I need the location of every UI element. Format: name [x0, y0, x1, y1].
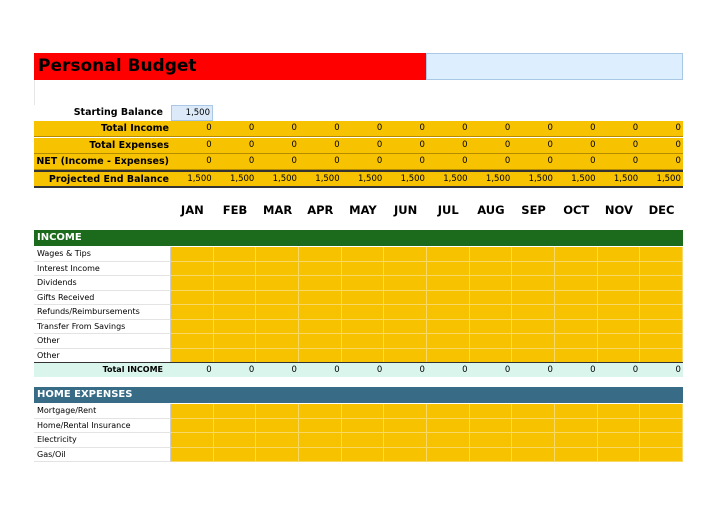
income-cells	[171, 247, 683, 262]
income-cells	[171, 291, 683, 306]
month-header: JAN	[180, 203, 204, 217]
income-item-label: Dividends	[34, 276, 171, 291]
home-expense-input-cell[interactable]	[171, 433, 214, 448]
income-cells	[171, 334, 683, 349]
summary-cells	[171, 154, 683, 169]
income-input-cell[interactable]	[214, 349, 257, 364]
income-input-cell[interactable]	[256, 305, 299, 320]
summary-cell[interactable]: 0	[632, 156, 639, 166]
total-income-cell[interactable]: 0	[206, 365, 212, 375]
summary-cell[interactable]: 1,500	[315, 174, 340, 184]
income-input-cell[interactable]	[427, 276, 470, 291]
summary-cell[interactable]: 1,500	[656, 174, 681, 184]
home-expenses-header: HOME EXPENSES	[34, 387, 683, 403]
summary-cell[interactable]: 0	[248, 156, 255, 166]
home-expense-input-cell[interactable]	[384, 419, 427, 434]
summary-cell[interactable]: 1,500	[528, 174, 553, 184]
income-row	[34, 334, 683, 349]
month-header-row	[34, 201, 683, 219]
income-input-cell[interactable]	[512, 334, 555, 349]
summary-cell[interactable]: 0	[248, 140, 255, 150]
summary-cell[interactable]: 0	[376, 140, 383, 150]
home-expense-cells	[171, 419, 683, 434]
home-expense-input-cell[interactable]	[470, 448, 513, 463]
income-input-cell[interactable]	[256, 276, 299, 291]
income-input-cell[interactable]	[384, 291, 427, 306]
summary-cell[interactable]: 1,500	[613, 174, 639, 184]
starting-balance-input[interactable]: 1,500	[171, 105, 213, 121]
income-input-cell[interactable]	[299, 247, 342, 262]
income-input-cell[interactable]	[555, 276, 598, 291]
income-input-cell[interactable]	[598, 262, 641, 277]
summary-row	[34, 154, 683, 170]
income-input-cell[interactable]	[512, 247, 555, 262]
summary-cell[interactable]: 0	[291, 140, 297, 150]
income-input-cell[interactable]	[299, 305, 342, 320]
home-expense-input-cell[interactable]	[256, 433, 299, 448]
income-input-cell[interactable]	[598, 247, 641, 262]
home-expense-input-cell[interactable]	[384, 448, 427, 463]
home-expense-input-cell[interactable]	[384, 404, 427, 419]
summary-cell[interactable]: 0	[376, 156, 383, 166]
summary-cell[interactable]: 0	[632, 123, 639, 133]
income-cells	[171, 305, 683, 320]
home-expense-input-cell[interactable]	[171, 448, 214, 463]
income-cells	[171, 276, 683, 291]
income-input-cell[interactable]	[342, 320, 385, 335]
home-expense-input-cell[interactable]	[512, 404, 555, 419]
summary-cell[interactable]: 0	[206, 156, 212, 166]
income-input-cell[interactable]	[214, 291, 257, 306]
home-expense-input-cell[interactable]	[512, 419, 555, 434]
income-item-label: Refunds/Reimbursements	[34, 305, 171, 320]
income-input-cell[interactable]	[470, 247, 513, 262]
total-income-cell[interactable]: 0	[334, 365, 340, 375]
summary-cell[interactable]: 1,500	[571, 174, 596, 184]
summary-label: Projected End Balance	[48, 174, 169, 185]
summary-label: Total Income	[100, 123, 169, 134]
income-input-cell[interactable]	[598, 334, 641, 349]
total-income-cells	[171, 363, 683, 377]
month-header: MAY	[349, 203, 377, 217]
home-expense-input-cell[interactable]	[427, 448, 470, 463]
income-input-cell[interactable]	[171, 247, 214, 262]
income-input-cell[interactable]	[171, 262, 214, 277]
total-income-cell[interactable]: 0	[675, 365, 681, 375]
home-expense-input-cell[interactable]	[384, 433, 427, 448]
income-input-cell[interactable]	[342, 247, 385, 262]
income-input-cell[interactable]	[171, 349, 214, 364]
income-input-cell[interactable]	[598, 320, 641, 335]
income-item-label: Gifts Received	[34, 291, 171, 306]
summary-cell[interactable]: 1,500	[357, 174, 383, 184]
home-expense-input-cell[interactable]	[640, 448, 683, 463]
summary-cell[interactable]: 0	[419, 123, 425, 133]
total-income-cell[interactable]: 0	[291, 365, 297, 375]
income-input-cell[interactable]	[470, 291, 513, 306]
starting-balance-row	[34, 105, 683, 121]
summary-cell[interactable]: 0	[547, 156, 553, 166]
home-expense-cells	[171, 448, 683, 463]
home-expense-label: Home/Rental Insurance	[34, 419, 171, 434]
home-expense-input-cell[interactable]	[598, 404, 641, 419]
income-input-cell[interactable]	[470, 262, 513, 277]
summary-cells	[171, 172, 683, 186]
summary-label: Total Expenses	[89, 140, 169, 151]
income-input-cell[interactable]	[256, 291, 299, 306]
income-input-cell[interactable]	[171, 276, 214, 291]
income-input-cell[interactable]	[427, 334, 470, 349]
home-expense-input-cell[interactable]	[427, 419, 470, 434]
income-input-cell[interactable]	[256, 349, 299, 364]
home-expense-input-cell[interactable]	[640, 419, 683, 434]
income-input-cell[interactable]	[384, 247, 427, 262]
home-expense-row	[34, 448, 683, 463]
income-input-cell[interactable]	[342, 305, 385, 320]
income-input-cell[interactable]	[171, 334, 214, 349]
income-input-cell[interactable]	[171, 320, 214, 335]
income-input-cell[interactable]	[598, 276, 641, 291]
income-input-cell[interactable]	[470, 276, 513, 291]
income-input-cell[interactable]	[299, 291, 342, 306]
income-row	[34, 247, 683, 262]
income-input-cell[interactable]	[640, 262, 683, 277]
summary-cell[interactable]: 0	[419, 140, 425, 150]
income-input-cell[interactable]	[470, 305, 513, 320]
home-expense-input-cell[interactable]	[256, 448, 299, 463]
income-input-cell[interactable]	[384, 349, 427, 364]
total-income-label: Total INCOME	[102, 365, 163, 374]
summary-cell[interactable]: 1,500	[443, 174, 468, 184]
income-input-cell[interactable]	[171, 305, 214, 320]
income-input-cell[interactable]	[171, 291, 214, 306]
income-cells	[171, 320, 683, 335]
summary-cell[interactable]: 0	[675, 156, 681, 166]
home-expense-input-cell[interactable]	[598, 448, 641, 463]
income-input-cell[interactable]	[512, 291, 555, 306]
income-input-cell[interactable]	[555, 262, 598, 277]
income-input-cell[interactable]	[384, 262, 427, 277]
home-expense-label: Gas/Oil	[34, 448, 171, 463]
summary-cell[interactable]: 0	[675, 140, 681, 150]
home-expense-input-cell[interactable]	[555, 404, 598, 419]
income-input-cell[interactable]	[214, 305, 257, 320]
income-item-label: Wages & Tips	[34, 247, 171, 262]
income-input-cell[interactable]	[256, 247, 299, 262]
income-cells	[171, 262, 683, 277]
month-header: APR	[307, 203, 334, 217]
income-row	[34, 305, 683, 320]
income-input-cell[interactable]	[256, 320, 299, 335]
home-expense-input-cell[interactable]	[299, 404, 342, 419]
income-input-cell[interactable]	[640, 305, 683, 320]
income-item-label: Interest Income	[34, 262, 171, 277]
home-expense-label: Electricity	[34, 433, 171, 448]
home-expense-input-cell[interactable]	[640, 404, 683, 419]
income-input-cell[interactable]	[299, 262, 342, 277]
total-income-cell[interactable]: 0	[376, 365, 383, 375]
income-input-cell[interactable]	[427, 247, 470, 262]
home-expense-input-cell[interactable]	[427, 433, 470, 448]
summary-cell[interactable]: 0	[504, 156, 511, 166]
income-input-cell[interactable]	[555, 320, 598, 335]
income-row	[34, 291, 683, 306]
summary-cell[interactable]: 0	[632, 140, 639, 150]
summary-cell[interactable]: 0	[334, 140, 340, 150]
income-input-cell[interactable]	[640, 276, 683, 291]
income-input-cell[interactable]	[299, 276, 342, 291]
total-income-cell[interactable]: 0	[590, 365, 596, 375]
income-input-cell[interactable]	[342, 334, 385, 349]
income-input-cell[interactable]	[512, 262, 555, 277]
home-expense-row	[34, 433, 683, 448]
summary-cell[interactable]: 0	[590, 123, 596, 133]
home-expense-input-cell[interactable]	[299, 433, 342, 448]
income-cells	[171, 349, 683, 364]
summary-cell[interactable]: 0	[462, 156, 468, 166]
summary-cell[interactable]: 0	[547, 140, 553, 150]
summary-cell[interactable]: 0	[504, 140, 511, 150]
home-expense-input-cell[interactable]	[299, 419, 342, 434]
income-input-cell[interactable]	[384, 305, 427, 320]
summary-cell[interactable]: 1,500	[229, 174, 255, 184]
income-input-cell[interactable]	[342, 262, 385, 277]
income-input-cell[interactable]	[214, 262, 257, 277]
summary-cell[interactable]: 0	[462, 140, 468, 150]
income-input-cell[interactable]	[470, 349, 513, 364]
blank-rows	[34, 80, 683, 105]
income-input-cell[interactable]	[640, 247, 683, 262]
income-row	[34, 276, 683, 291]
month-header: FEB	[222, 203, 248, 217]
home-expense-cells	[171, 404, 683, 419]
income-input-cell[interactable]	[384, 276, 427, 291]
income-input-cell[interactable]	[299, 334, 342, 349]
income-input-cell[interactable]	[512, 349, 555, 364]
home-expense-input-cell[interactable]	[555, 448, 598, 463]
income-input-cell[interactable]	[384, 334, 427, 349]
income-input-cell[interactable]	[555, 334, 598, 349]
home-expense-row	[34, 419, 683, 434]
home-expense-input-cell[interactable]	[214, 448, 257, 463]
home-expense-input-cell[interactable]	[171, 404, 214, 419]
summary-cell[interactable]: 1,500	[400, 174, 425, 184]
income-input-cell[interactable]	[640, 291, 683, 306]
income-input-cell[interactable]	[214, 320, 257, 335]
income-input-cell[interactable]	[384, 320, 427, 335]
income-item-label: Other	[34, 334, 171, 349]
income-input-cell[interactable]	[555, 247, 598, 262]
income-input-cell[interactable]	[299, 349, 342, 364]
summary-cell[interactable]: 1,500	[272, 174, 297, 184]
income-input-cell[interactable]	[427, 349, 470, 364]
summary-cells	[171, 121, 683, 136]
home-expense-label: Mortgage/Rent	[34, 404, 171, 419]
income-section-header: INCOME	[34, 230, 683, 246]
summary-cell[interactable]: 0	[248, 123, 255, 133]
month-header: DEC	[648, 203, 675, 217]
home-expense-input-cell[interactable]	[555, 419, 598, 434]
income-input-cell[interactable]	[427, 291, 470, 306]
month-header: AUG	[477, 203, 505, 217]
home-expense-input-cell[interactable]	[342, 448, 385, 463]
income-input-cell[interactable]	[555, 349, 598, 364]
home-expense-input-cell[interactable]	[256, 404, 299, 419]
summary-cell[interactable]: 0	[590, 156, 596, 166]
home-expense-input-cell[interactable]	[598, 419, 641, 434]
month-header: JUL	[437, 203, 459, 217]
income-input-cell[interactable]	[299, 320, 342, 335]
income-input-cell[interactable]	[342, 349, 385, 364]
total-income-cell[interactable]: 0	[462, 365, 468, 375]
summary-cell[interactable]: 0	[675, 123, 681, 133]
summary-row	[34, 121, 683, 137]
income-input-cell[interactable]	[598, 291, 641, 306]
home-expense-input-cell[interactable]	[555, 433, 598, 448]
income-input-cell[interactable]	[256, 334, 299, 349]
starting-balance-label: Starting Balance	[73, 107, 163, 118]
month-header: NOV	[604, 203, 633, 217]
summary-cell[interactable]: 0	[376, 123, 383, 133]
summary-cell[interactable]: 0	[547, 123, 553, 133]
home-expense-input-cell[interactable]	[470, 433, 513, 448]
home-expense-input-cell[interactable]	[342, 433, 385, 448]
income-input-cell[interactable]	[640, 334, 683, 349]
home-expense-input-cell[interactable]	[214, 404, 257, 419]
income-input-cell[interactable]	[342, 276, 385, 291]
income-input-cell[interactable]	[555, 291, 598, 306]
summary-cell[interactable]: 0	[334, 123, 340, 133]
income-input-cell[interactable]	[555, 305, 598, 320]
home-expense-input-cell[interactable]	[256, 419, 299, 434]
summary-cell[interactable]: 0	[291, 156, 297, 166]
total-income-cell[interactable]: 0	[632, 365, 639, 375]
home-expense-input-cell[interactable]	[171, 419, 214, 434]
summary-row	[34, 138, 683, 154]
income-input-cell[interactable]	[214, 334, 257, 349]
home-expense-input-cell[interactable]	[598, 433, 641, 448]
total-income-cell[interactable]: 0	[248, 365, 255, 375]
summary-cell[interactable]: 1,500	[485, 174, 511, 184]
month-header: SEP	[521, 203, 546, 217]
summary-cell[interactable]: 0	[504, 123, 511, 133]
home-expense-input-cell[interactable]	[214, 433, 257, 448]
sheet-title[interactable]: Personal Budget	[34, 53, 426, 80]
month-header: OCT	[563, 203, 590, 217]
home-expense-input-cell[interactable]	[640, 433, 683, 448]
month-header: MAR	[263, 203, 293, 217]
income-input-cell[interactable]	[598, 305, 641, 320]
summary-cell[interactable]: 0	[206, 123, 212, 133]
income-input-cell[interactable]	[427, 320, 470, 335]
home-expense-row	[34, 404, 683, 419]
summary-row	[34, 170, 683, 188]
summary-cell[interactable]: 1,500	[187, 174, 212, 184]
income-input-cell[interactable]	[256, 262, 299, 277]
home-expense-input-cell[interactable]	[299, 448, 342, 463]
total-income-row	[34, 362, 683, 377]
summary-cell[interactable]: 0	[590, 140, 596, 150]
summary-cell[interactable]: 0	[462, 123, 468, 133]
month-header: JUN	[393, 203, 418, 217]
income-input-cell[interactable]	[342, 291, 385, 306]
income-input-cell[interactable]	[512, 320, 555, 335]
income-input-cell[interactable]	[512, 276, 555, 291]
total-income-cell[interactable]: 0	[504, 365, 511, 375]
home-expense-input-cell[interactable]	[512, 433, 555, 448]
income-input-cell[interactable]	[470, 320, 513, 335]
income-item-label: Transfer From Savings	[34, 320, 171, 335]
income-input-cell[interactable]	[640, 320, 683, 335]
home-expense-input-cell[interactable]	[427, 404, 470, 419]
income-input-cell[interactable]	[214, 276, 257, 291]
total-income-cell[interactable]: 0	[419, 365, 425, 375]
home-expense-input-cell[interactable]	[342, 404, 385, 419]
home-expense-cells	[171, 433, 683, 448]
summary-cell[interactable]: 0	[419, 156, 425, 166]
home-expense-input-cell[interactable]	[342, 419, 385, 434]
income-input-cell[interactable]	[470, 334, 513, 349]
home-expense-input-cell[interactable]	[214, 419, 257, 434]
income-row	[34, 349, 683, 364]
summary-cell[interactable]: 0	[291, 123, 297, 133]
income-input-cell[interactable]	[427, 305, 470, 320]
summary-cell[interactable]: 0	[206, 140, 212, 150]
title-blank-cell[interactable]	[426, 53, 683, 80]
home-expense-input-cell[interactable]	[470, 419, 513, 434]
title-bar	[34, 53, 683, 80]
home-expense-input-cell[interactable]	[470, 404, 513, 419]
income-row	[34, 320, 683, 335]
income-input-cell[interactable]	[640, 349, 683, 364]
income-input-cell[interactable]	[512, 305, 555, 320]
income-input-cell[interactable]	[427, 262, 470, 277]
summary-cell[interactable]: 0	[334, 156, 340, 166]
home-expense-input-cell[interactable]	[512, 448, 555, 463]
summary-label: NET (Income - Expenses)	[36, 156, 169, 167]
income-item-label: Other	[34, 349, 171, 364]
income-input-cell[interactable]	[214, 247, 257, 262]
income-row	[34, 262, 683, 277]
income-input-cell[interactable]	[598, 349, 641, 364]
total-income-cell[interactable]: 0	[547, 365, 553, 375]
summary-cells	[171, 138, 683, 153]
